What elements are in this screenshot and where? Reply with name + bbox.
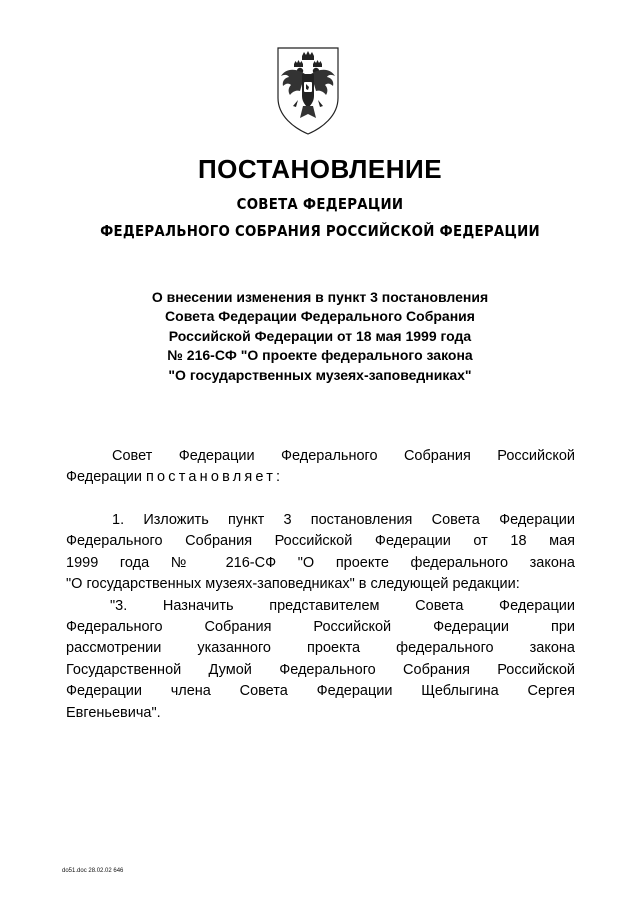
intro-paragraph — [66, 446, 575, 489]
paragraph-line: Совет Федерации Федерального Собрания Российской — [112, 448, 575, 464]
document-heading — [100, 288, 540, 385]
resolves-word: постановляет: — [145, 469, 284, 486]
heading-line: № 216-СФ "О проекте федерального закона — [167, 347, 473, 364]
paragraph-line: Федерального Собрания Российской Федерации от 18 мая — [66, 533, 575, 550]
heading-line: Российской Федерации от 18 мая 1999 года — [168, 327, 472, 344]
paragraph-line: "О государственных музеях-заповедниках" в следующей редакции: — [66, 576, 520, 593]
paragraph-line: 1999 года № 216-СФ "О проекте федерального закона — [66, 554, 575, 571]
heading-line: Совета Федерации Федерального Собрания — [165, 308, 475, 325]
paragraph-line: рассмотрении указанного проекта федерального закона — [66, 640, 575, 657]
paragraph-line: Государственной Думой Федерального Собрания Российской — [66, 661, 575, 678]
paragraph-line — [66, 467, 575, 488]
paragraph-line: Федерации члена Совета Федерации Щеблыгина Сергея — [66, 683, 575, 700]
heading-line: "О государственных музеях-заповедниках" — [168, 366, 472, 383]
issuer-line-1: СОВЕТА ФЕДЕРАЦИИ — [236, 195, 404, 213]
intro-word: Федерации — [66, 469, 142, 486]
item-paragraph — [66, 510, 575, 724]
russian-coat-of-arms-icon — [272, 44, 344, 136]
paragraph-line: Федерального Собрания Российской Федерации при — [66, 619, 575, 636]
paragraph-line: "3. Назначить представителем Совета Федерации — [110, 597, 575, 614]
issuer-line-2: ФЕДЕРАЛЬНОГО СОБРАНИЯ РОССИЙСКОЙ ФЕДЕРАЦИИ — [100, 222, 540, 240]
paragraph-line: 1. Изложить пункт 3 постановления Совета Федерации — [112, 512, 575, 528]
document-title: ПОСТАНОВЛЕНИЕ — [197, 154, 443, 184]
file-footer: do51.doc 28.02.02 646 — [62, 868, 124, 874]
heading-line: О внесении изменения в пункт 3 постановления — [151, 289, 489, 305]
paragraph-line: Евгеньевича". — [66, 704, 161, 721]
